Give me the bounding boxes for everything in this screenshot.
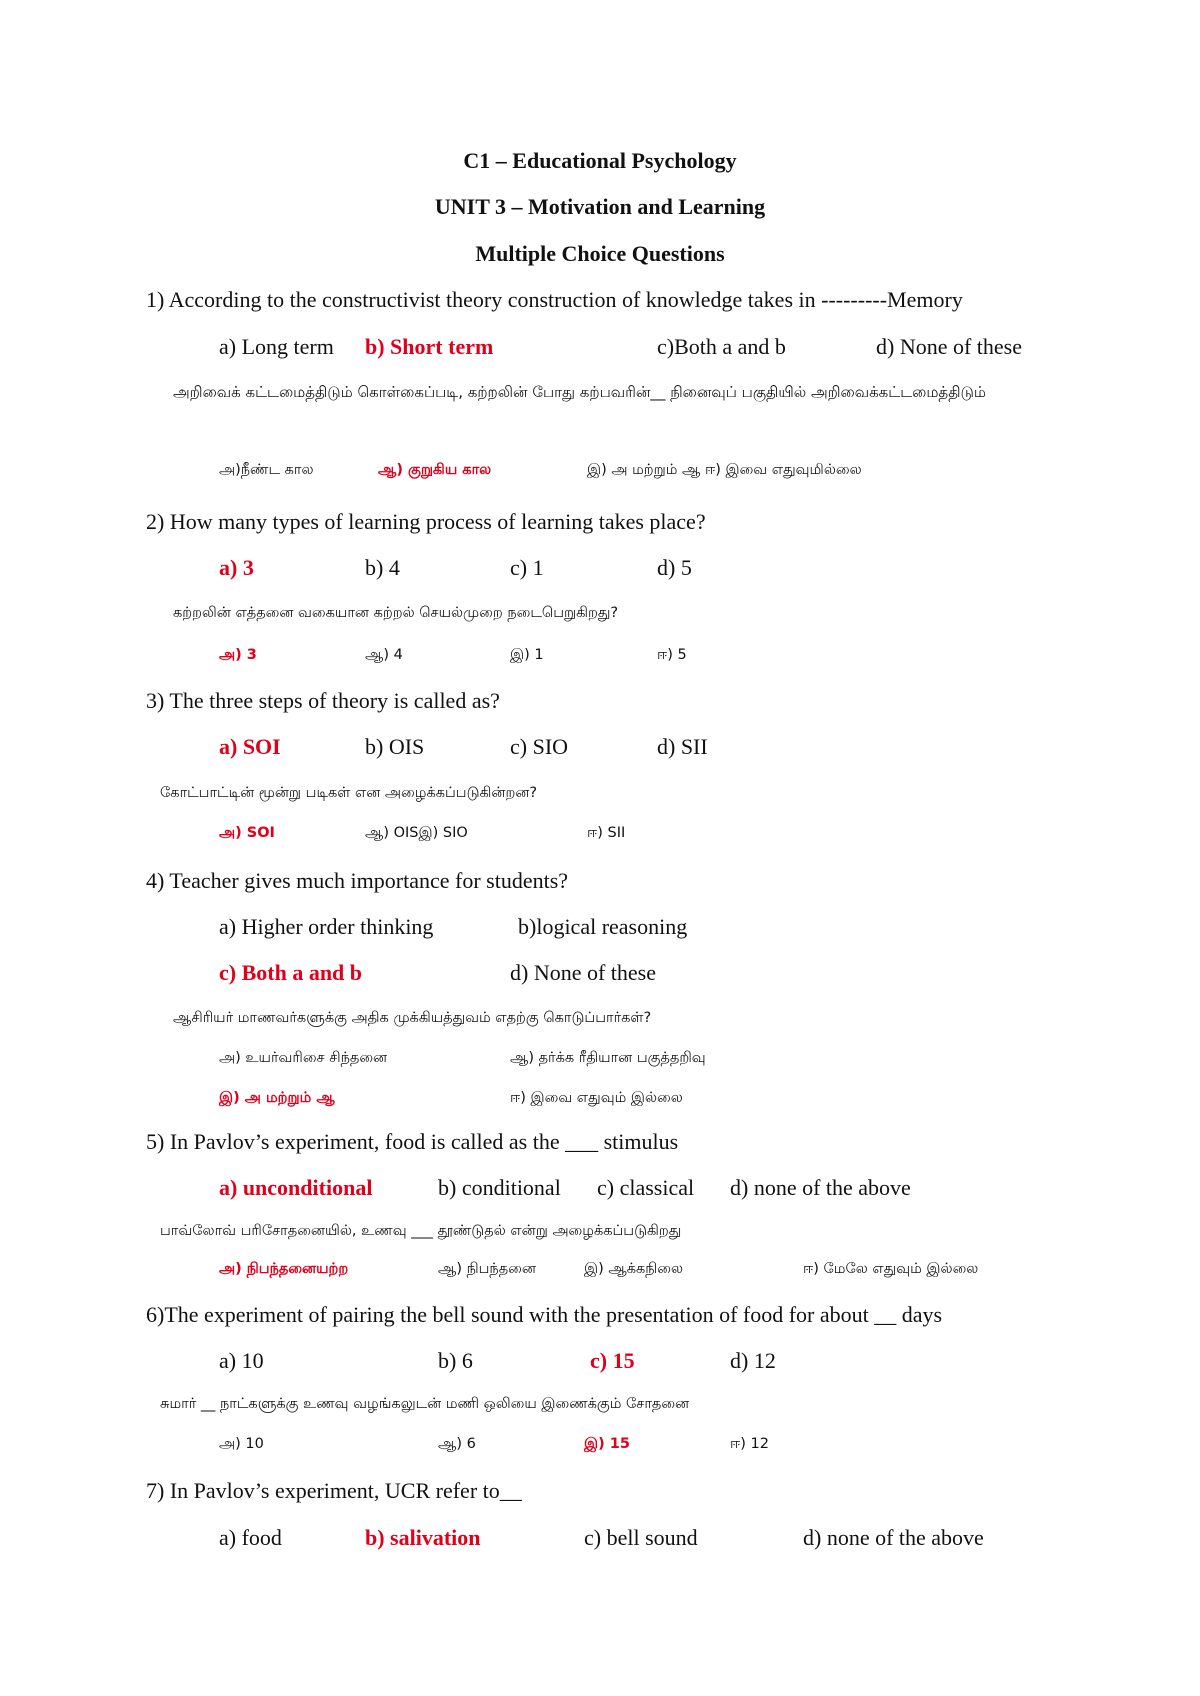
q2-option-d: d) 5: [657, 555, 692, 580]
q5-option-b: b) conditional: [438, 1175, 561, 1200]
q5-tamil-option-c: இ) ஆக்கநிலை: [584, 1261, 684, 1277]
q5-tamil-option-a-answer: அ) நிபந்தனையற்ற: [219, 1261, 349, 1277]
q6-tamil-question: சுமார் __ நாட்களுக்கு உணவு வழங்கலுடன் மணி ஒலியை இணைக்கும் சோதனை: [160, 1396, 690, 1412]
q5-tamil-option-b: ஆ) நிபந்தனை: [438, 1261, 536, 1277]
q4-option-c-answer: c) Both a and b: [219, 960, 363, 985]
q6-option-b: b) 6: [438, 1348, 473, 1373]
q6-tamil-option-d: ஈ) 12: [730, 1436, 769, 1452]
q3-option-b: b) OIS: [365, 734, 425, 759]
q1-option-a: a) Long term: [219, 334, 334, 359]
q4-option-d: d) None of these: [510, 960, 657, 985]
q4-tamil-question: ஆசிரியர் மாணவர்களுக்கு அதிக முக்கியத்துவம் எதற்கு கொடுப்பார்கள்?: [173, 1010, 652, 1026]
q2-tamil-option-d: ஈ) 5: [657, 647, 687, 663]
q5-tamil-question: பாவ்லோவ் பரிசோதனையில், உணவு ___ தூண்டுதல் என்று அழைக்கப்படுகிறது: [160, 1223, 682, 1239]
q2-tamil-option-c: இ) 1: [510, 647, 544, 663]
q4-tamil-option-a: அ) உயர்வரிசை சிந்தனை: [219, 1050, 388, 1066]
section-title: Multiple Choice Questions: [475, 241, 725, 266]
q6-tamil-option-a: அ) 10: [219, 1436, 264, 1452]
question-1-text: 1) According to the constructivist theory construction of knowledge takes in ---------Memory: [146, 287, 963, 312]
q4-tamil-option-c-answer: இ) அ மற்றும் ஆ: [219, 1090, 335, 1106]
q5-tamil-option-d: ஈ) மேலே எதுவும் இல்லை: [803, 1261, 979, 1277]
q4-option-b: b)logical reasoning: [518, 914, 688, 939]
q2-option-b: b) 4: [365, 555, 400, 580]
q7-option-d: d) none of the above: [803, 1525, 984, 1550]
question-5-text: 5) In Pavlov’s experiment, food is called as the ___ stimulus: [146, 1129, 679, 1154]
q6-tamil-option-b: ஆ) 6: [438, 1436, 476, 1452]
q3-tamil-option-bc: ஆ) OISஇ) SIO: [365, 825, 468, 841]
q2-option-a-answer: a) 3: [219, 555, 254, 580]
q1-tamil-option-b-answer: ஆ) குறுகிய கால: [378, 462, 492, 478]
q3-tamil-question: கோட்பாட்டின் மூன்று படிகள் என அழைக்கப்படுகின்றன?: [160, 785, 538, 801]
question-7-text: 7) In Pavlov’s experiment, UCR refer to__: [146, 1478, 522, 1503]
q3-option-d: d) SII: [657, 734, 708, 759]
q3-tamil-option-a-answer: அ) SOI: [219, 825, 275, 841]
q6-option-d: d) 12: [730, 1348, 776, 1373]
q5-option-c: c) classical: [597, 1175, 695, 1200]
q1-option-c: c)Both a and b: [657, 334, 786, 359]
q1-option-b-answer: b) Short term: [365, 334, 494, 359]
q7-option-c: c) bell sound: [584, 1525, 698, 1550]
question-4-text: 4) Teacher gives much importance for students?: [146, 868, 569, 893]
q2-tamil-option-b: ஆ) 4: [365, 647, 403, 663]
course-title: C1 – Educational Psychology: [463, 148, 737, 173]
unit-title: UNIT 3 – Motivation and Learning: [434, 194, 766, 219]
q3-tamil-option-d: ஈ) SII: [587, 825, 626, 841]
q6-option-a: a) 10: [219, 1348, 264, 1373]
q2-tamil-question: கற்றலின் எத்தனை வகையான கற்றல் செயல்முறை நடைபெறுகிறது?: [173, 605, 619, 621]
q2-option-c: c) 1: [510, 555, 544, 580]
q4-option-a: a) Higher order thinking: [219, 914, 434, 939]
q1-option-d: d) None of these: [876, 334, 1023, 359]
q2-tamil-option-a-answer: அ) 3: [219, 647, 257, 663]
q1-tamil-question: அறிவைக் கட்டமைத்திடும் கொள்கைப்படி, கற்றலின் போது கற்பவரின்__ நினைவுப் பகுதியில் அறிவைக்கட்டமைத்திடும்: [173, 383, 986, 401]
q6-option-c-answer: c) 15: [590, 1348, 635, 1373]
q5-option-d: d) none of the above: [730, 1175, 911, 1200]
q4-tamil-option-b: ஆ) தர்க்க ரீதியான பகுத்தறிவு: [510, 1050, 706, 1066]
q5-option-a-answer: a) unconditional: [219, 1175, 373, 1200]
q7-option-b-answer: b) salivation: [365, 1525, 481, 1550]
q1-tamil-option-a: அ)நீண்ட கால: [219, 462, 314, 478]
q4-tamil-option-d: ஈ) இவை எதுவும் இல்லை: [510, 1090, 683, 1106]
q6-tamil-option-c-answer: இ) 15: [584, 1436, 630, 1452]
question-6-text: 6)The experiment of pairing the bell sound with the presentation of food for about __ days: [146, 1302, 943, 1327]
q7-option-a: a) food: [219, 1525, 282, 1550]
question-2-text: 2) How many types of learning process of learning takes place?: [146, 509, 706, 534]
question-3-text: 3) The three steps of theory is called as?: [146, 688, 500, 713]
q3-option-a-answer: a) SOI: [219, 734, 281, 759]
q1-tamil-option-cd: இ) அ மற்றும் ஆ ஈ) இவை எதுவுமில்லை: [587, 462, 862, 478]
q3-option-c: c) SIO: [510, 734, 569, 759]
